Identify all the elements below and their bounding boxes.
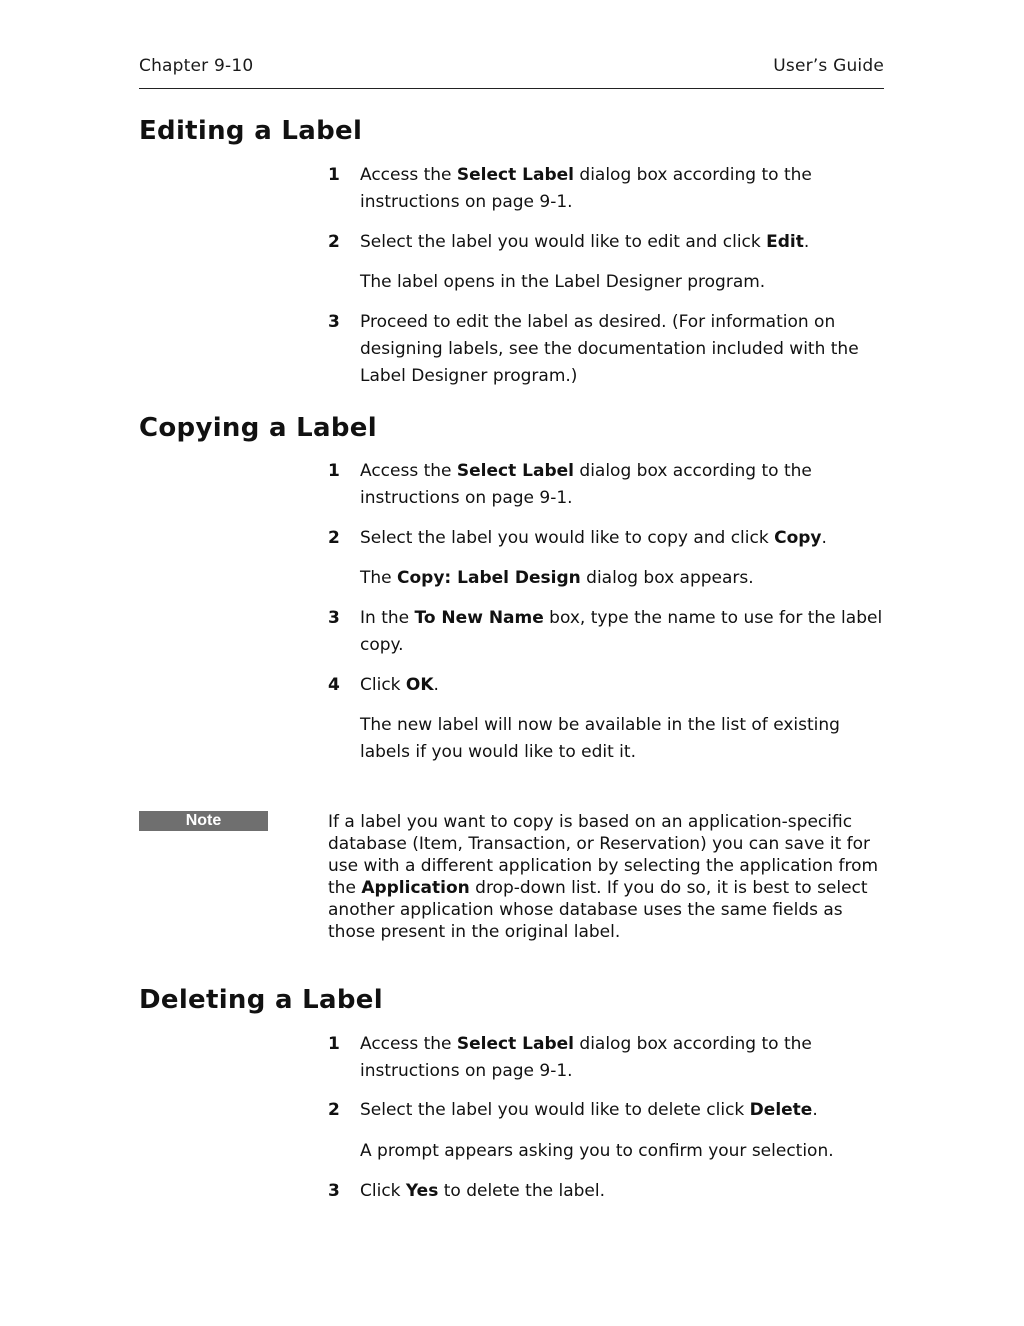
step-number: 4 [328,675,340,695]
step-number: 1 [328,461,340,481]
copying-result-text: The Copy: Label Design dialog box appears. [360,568,754,588]
step-number: 3 [328,608,340,628]
guide-title: User’s Guide [773,56,884,76]
section-heading-editing: Editing a Label [139,116,363,146]
step-number: 2 [328,1100,340,1120]
step-text: Access the Select Label dialog box according to the instructions on page 9-1. [360,165,812,212]
note-text: If a label you want to copy is based on an application-specific database (Item, Transaction, or Reservation) you can save it for use with a different application by selecting the application from the Application drop-down list. If you do so, it is best to select another application whose database uses the same fields as those present in the original label. [328,812,879,942]
step-number: 3 [328,312,340,332]
step-text: Select the label you would like to edit and click Edit. [360,232,810,252]
step-text: Click OK. [360,675,439,695]
step-text: In the To New Name box, type the name to use for the label copy. [360,608,883,655]
step-number: 2 [328,528,340,548]
chapter-label: Chapter 9-10 [139,56,254,76]
step-number: 3 [328,1181,340,1201]
step-text: Click Yes to delete the label. [360,1181,605,1201]
step-text: Proceed to edit the label as desired. (For information on designing labels, see the documentation included with the Label Designer program.) [360,312,859,386]
step-number: 2 [328,232,340,252]
section-heading-copying: Copying a Label [139,413,377,443]
header-divider [139,88,884,89]
editing-result-text: The label opens in the Label Designer program. [360,272,766,292]
step-text: Select the label you would like to delete click Delete. [360,1100,818,1120]
deleting-result-text: A prompt appears asking you to confirm your selection. [360,1141,834,1161]
step-number: 1 [328,1034,340,1054]
section-heading-deleting: Deleting a Label [139,985,383,1015]
copying-final-text: The new label will now be available in the list of existing labels if you would like to edit it. [360,715,840,762]
note-badge: Note [139,811,268,831]
step-text: Access the Select Label dialog box according to the instructions on page 9-1. [360,461,812,508]
step-number: 1 [328,165,340,185]
step-text: Select the label you would like to copy and click Copy. [360,528,827,548]
step-text: Access the Select Label dialog box according to the instructions on page 9-1. [360,1034,812,1081]
